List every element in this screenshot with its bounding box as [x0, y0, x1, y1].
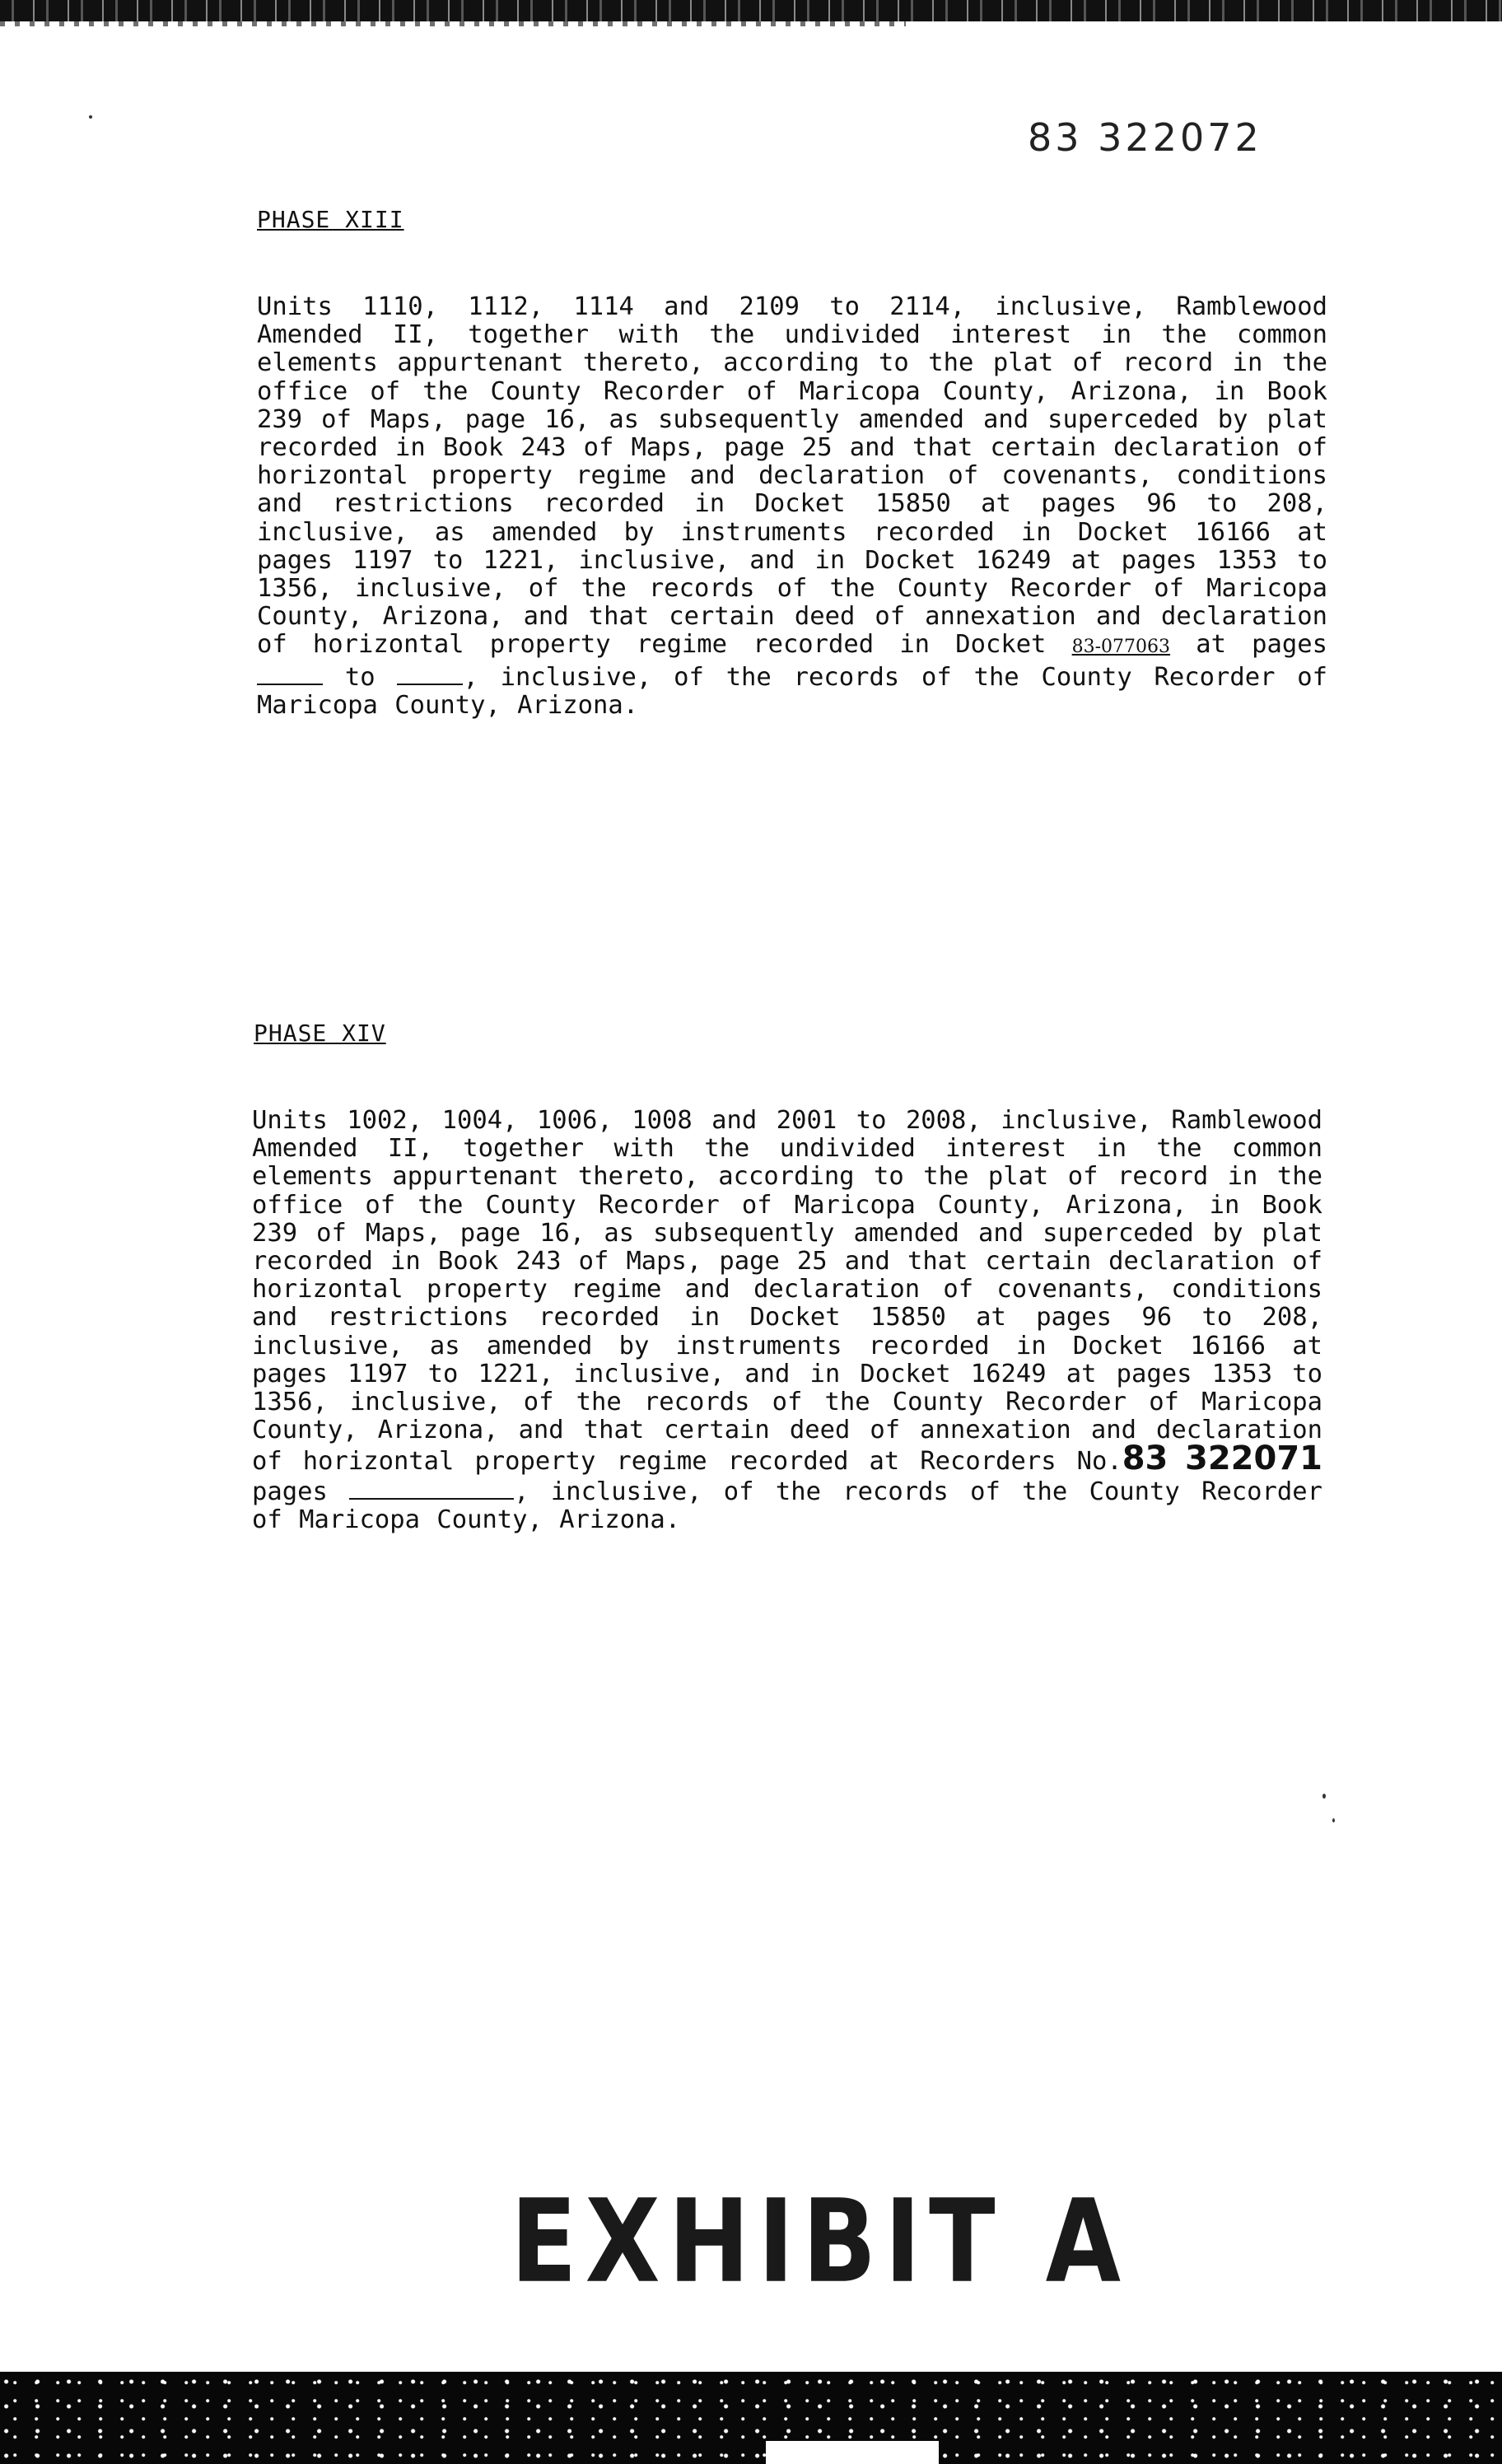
scan-edge-bottom	[0, 2372, 1502, 2464]
phase-xiii-text-at-pages: at pages	[1196, 630, 1327, 660]
phase-xiii-heading: PHASE XIII	[257, 206, 404, 233]
phase-xiv-paragraph	[252, 1107, 1322, 1534]
blank-end-page	[397, 662, 463, 685]
scan-speck	[1322, 1794, 1326, 1799]
phase-xiv-text-pages: pages	[252, 1477, 328, 1506]
blank-pages	[349, 1477, 514, 1500]
scan-speck	[1332, 1818, 1335, 1822]
phase-xiii-text: Units 1110, 1112, 1114 and 2109 to 2114, inclusive, Ramblewood Amended II, together with the undivided interest in the common elements appurtenant thereto, according to the plat of record in the office of the County Recorder of Maricopa County, Arizona, in Book 239 of Maps, page 16, as subsequently amended and superceded by plat recorded in Book 243 of Maps, page 25 and that certain declaration of horizontal property regime and declaration of covenants, conditions and restrictions recorded in Docket 15850 at pages 96 to 208, inclusive, as amended by instruments recorded in Docket 16166 at pages 1197 to 1221, inclusive, and in Docket 16249 at pages 1353 to 1356, inclusive, of the records of the County Recorder of Maricopa County, Arizona, and that certain deed of annexation and declaration of horizontal property regime recorded in Docket	[257, 292, 1327, 660]
scan-edge-top	[0, 0, 1502, 21]
page-number: 83 322072	[1028, 115, 1262, 160]
phase-xiii-text-end: , inclusive, of the records of the County Recorder of Maricopa County, Arizona.	[257, 662, 1328, 720]
handwritten-docket-number: 83-077063	[1071, 637, 1171, 658]
phase-xiv-heading: PHASE XIV	[254, 1020, 386, 1047]
scan-noise-top	[0, 21, 906, 26]
phase-xiv-text-end: , inclusive, of the records of the County Recorder of Maricopa County, Arizona.	[252, 1477, 1322, 1534]
scan-edge-gap	[766, 2441, 939, 2464]
exhibit-a-stamp: EXHIBIT A	[511, 2174, 1129, 2308]
phase-xiv-text: Units 1002, 1004, 1006, 1008 and 2001 to 2008, inclusive, Ramblewood Amended II, together with the undivided interest in the common elements appurtenant thereto, according to the plat of record in the office of the County Recorder of Maricopa County, Arizona, in Book 239 of Maps, page 16, as subsequently amended and superceded by plat recorded in Book 243 of Maps, page 25 and that certain declaration of horizontal property regime and declaration of covenants, conditions and restrictions recorded in Docket 15850 at pages 96 to 208, inclusive, as amended by instruments recorded in Docket 16166 at pages 1197 to 1221, inclusive, and in Docket 16249 at pages 1353 to 1356, inclusive, of the records of the County Recorder of Maricopa County, Arizona, and that certain deed of annexation and declaration of horizontal property regime recorded at Recorders No.	[252, 1106, 1322, 1477]
phase-xiii-paragraph	[257, 293, 1327, 720]
recorder-number-stamp: 83 322071	[1122, 1440, 1322, 1478]
phase-xiii-text-to: to	[344, 662, 376, 692]
blank-start-page	[257, 662, 323, 685]
scan-speck	[89, 115, 92, 119]
